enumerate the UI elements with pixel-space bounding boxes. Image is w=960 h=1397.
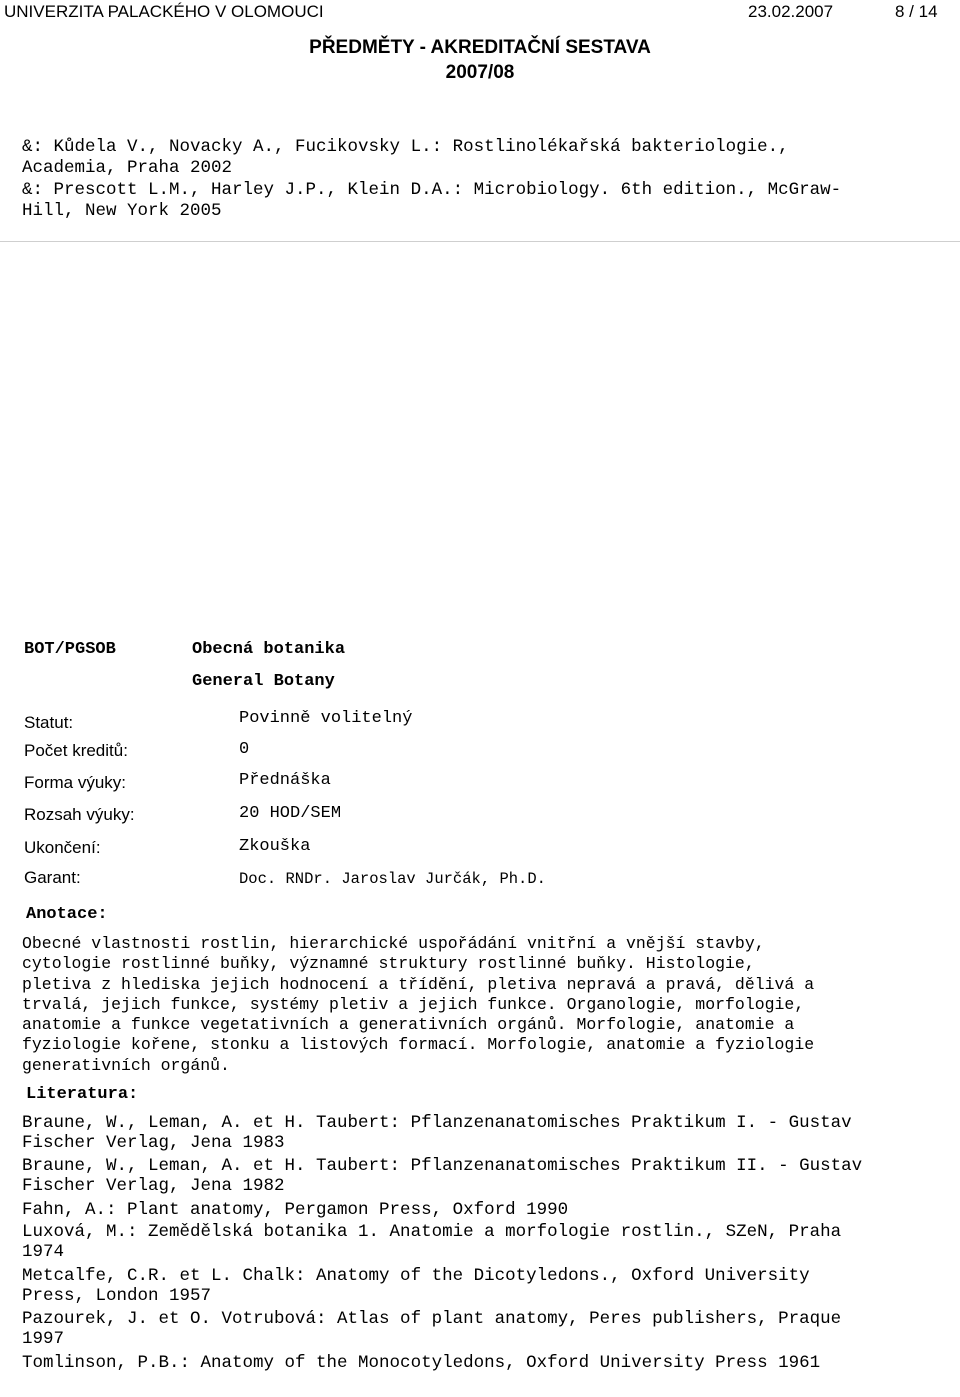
literature-line: Braune, W., Leman, A. et H. Taubert: Pflanzenanatomisches Praktikum I. - Gustav	[22, 1113, 852, 1133]
field-label-status: Statut:	[24, 713, 74, 732]
field-label-credits: Počet kreditů:	[24, 741, 128, 760]
literature-line: Press, London 1957	[22, 1286, 212, 1307]
annotation-line: fyziologie kořene, stonku a listových formací. Morfologie, anatomie a fyziologie	[22, 1035, 815, 1055]
course-code: BOT/PGSOB	[24, 640, 116, 659]
literature-line: 1997	[22, 1329, 65, 1350]
section-divider	[0, 241, 960, 242]
annotation-text	[22, 934, 958, 1076]
literature-item	[22, 1266, 810, 1307]
annotation-line: trvalá, jejich funkce, systémy pletiv a jejich funkce. Organologie, morfologie,	[22, 994, 805, 1014]
institution-name: UNIVERZITA PALACKÉHO V OLOMOUCI	[4, 2, 324, 21]
report-year: 2007/08	[445, 62, 515, 83]
field-value-status: Povinně volitelný	[239, 709, 413, 728]
field-label-guarantor: Garant:	[24, 868, 81, 887]
field-value-completion: Zkouška	[239, 837, 311, 856]
field-label-completion: Ukončení:	[24, 838, 101, 857]
prev-reference-line: Academia, Praha 2002	[22, 158, 233, 178]
literature-item	[22, 1113, 852, 1154]
field-value-guarantor: Doc. RNDr. Jaroslav Jurčák, Ph.D.	[239, 870, 546, 888]
literature-line: 1974	[22, 1242, 65, 1263]
literature-line: Tomlinson, P.B.: Anatomy of the Monocotyledons, Oxford University Press 1961	[22, 1353, 821, 1373]
annotation-line: anatomie a funkce vegetativních a generativních orgánů. Morfologie, anatomie a	[22, 1015, 795, 1035]
field-value-form: Přednáška	[239, 771, 331, 790]
literature-line: Fischer Verlag, Jena 1983	[22, 1133, 285, 1154]
literature-line: Luxová, M.: Zemědělská botanika 1. Anatomie a morfologie rostlin., SZeN, Praha	[22, 1222, 842, 1242]
annotation-line: pletiva z hlediska jejich hodnocení a třídění, pletiva nepravá a pravá, dělivá a	[22, 974, 815, 994]
page-number: 8 / 14	[895, 2, 938, 21]
field-value-extent: 20 HOD/SEM	[239, 804, 342, 823]
literature-item	[22, 1353, 820, 1373]
field-label-extent: Rozsah výuky:	[24, 805, 135, 824]
literature-item	[22, 1309, 841, 1350]
course-name-cz: Obecná botanika	[192, 640, 346, 659]
annotation-line: generativních orgánů.	[22, 1055, 230, 1075]
literature-item	[22, 1222, 841, 1263]
literature-heading: Literatura:	[26, 1085, 139, 1104]
literature-line: Metcalfe, C.R. et L. Chalk: Anatomy of the Dicotyledons., Oxford University	[22, 1266, 810, 1286]
literature-line: Braune, W., Leman, A. et H. Taubert: Pflanzenanatomisches Praktikum II. - Gustav	[22, 1156, 863, 1176]
prev-reference-line: &: Prescott L.M., Harley J.P., Klein D.A.: Microbiology. 6th edition., McGraw-	[22, 180, 842, 200]
course-name-en: General Botany	[192, 672, 335, 691]
field-label-form: Forma výuky:	[24, 773, 127, 792]
annotation-line: Obecné vlastnosti rostlin, hierarchické uspořádání vnitřní a vnější stavby,	[22, 934, 765, 953]
literature-line: Pazourek, J. et O. Votrubová: Atlas of plant anatomy, Peres publishers, Praque	[22, 1309, 842, 1329]
annotation-heading: Anotace:	[26, 905, 108, 924]
report-title: PŘEDMĚTY - AKREDITAČNÍ SESTAVA	[309, 37, 651, 58]
field-value-credits: 0	[239, 740, 250, 759]
report-date: 23.02.2007	[748, 2, 834, 21]
prev-reference-line: Hill, New York 2005	[22, 201, 222, 221]
annotation-line: cytologie rostlinné buňky, významné struktury rostlinné buňky. Histologie,	[22, 954, 755, 974]
prev-reference-line: &: Kůdela V., Novacky A., Fucikovsky L.: Rostlinolékařská bakteriologie.,	[22, 137, 789, 157]
literature-item	[22, 1156, 862, 1197]
literature-item	[22, 1200, 568, 1220]
literature-line: Fahn, A.: Plant anatomy, Pergamon Press, Oxford 1990	[22, 1200, 569, 1220]
literature-line: Fischer Verlag, Jena 1982	[22, 1176, 285, 1197]
